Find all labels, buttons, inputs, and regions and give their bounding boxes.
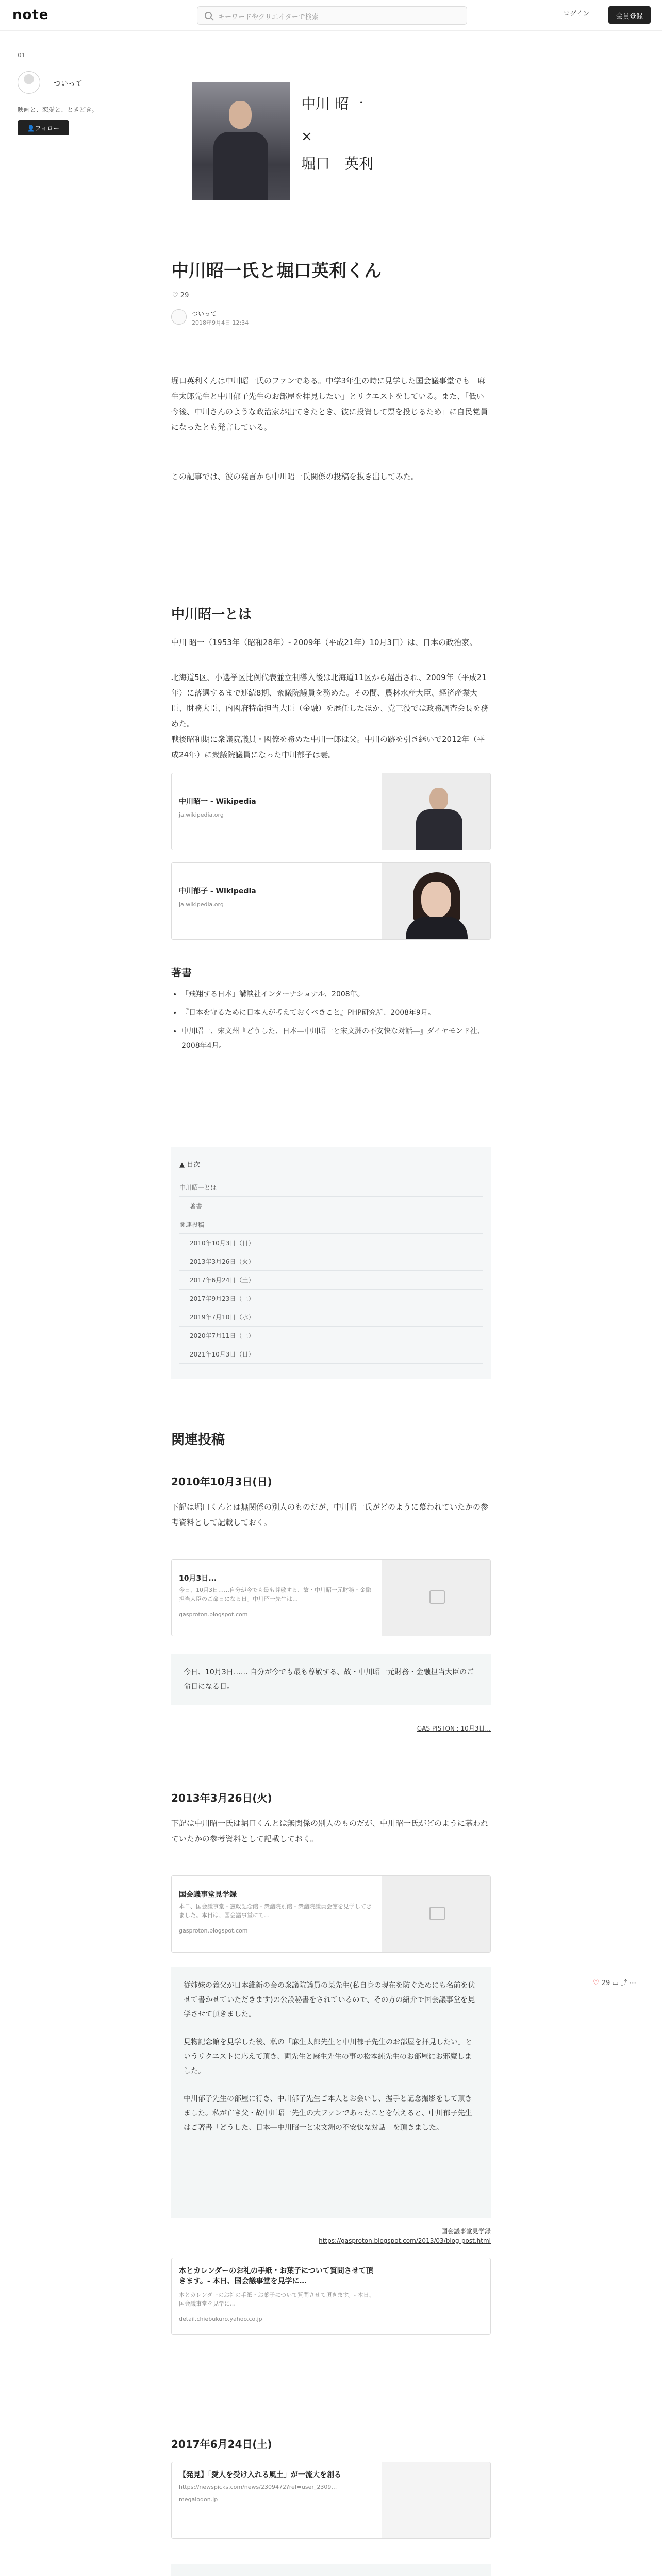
like-count: 29 <box>601 1979 610 1987</box>
hero-image <box>192 82 470 201</box>
blockquote <box>171 2564 491 2576</box>
toc-item[interactable]: 2020年7月11日（土） <box>179 1327 483 1345</box>
link-card[interactable]: 10月3日... 今日、10月3日……自分が今でも最も尊敬する、故・中川昭一元財務・金融担当大臣のご命日になる日。中川昭一先生は… gasproton.blogspot.com <box>171 1559 491 1636</box>
sidebar-number: 01 <box>18 52 26 59</box>
table-of-contents <box>171 1147 491 1379</box>
creator-name[interactable]: ついって <box>54 80 82 88</box>
card-thumbnail <box>382 2462 490 2538</box>
link-card[interactable]: 国会議事堂見学録 本日、国会議事堂・憲政記念館・衆議院別館・衆議院議員会館を見学してきました。本日は、国会議事堂にて… gasproton.blogspot.com <box>171 1875 491 1953</box>
creator-sidebar <box>18 52 121 135</box>
share-icon[interactable]: ⤴ <box>620 1979 627 1987</box>
card-thumbnail <box>382 773 490 850</box>
article-title: 中川昭一氏と堀口英利くん <box>171 261 382 281</box>
like-count[interactable]: ♡ 29 <box>172 292 189 299</box>
creator-bio: 映画と、恋愛と、ときどき。 <box>18 106 98 113</box>
about-paragraph-2: 北海道5区、小選挙区比例代表並立制導入後は北海道11区から選出され、2009年（平成21年）に落選するまで連続8期、衆議院議員を務めた。その間、農林水産大臣、経済産業大臣、財務大臣、内閣府特命担当大臣（金融）を歴任したほか、党三役では政務調査会長を務めた。 <box>171 673 489 728</box>
follow-button[interactable]: 👤フォロー <box>18 120 69 135</box>
wiki-card-yuko[interactable]: 中川郁子 - Wikipedia ja.wikipedia.org <box>171 862 491 940</box>
date-heading: 2017年6月24日(土) <box>171 2438 272 2450</box>
post-date: 2018年9月4日 12:34 <box>192 319 249 326</box>
list-item: • 『日本を守るために日本人が考えておくべきこと』PHP研究所、2008年9月。 <box>181 1006 491 1020</box>
toc-item[interactable]: 2017年9月23日（土） <box>179 1290 483 1308</box>
more-icon[interactable]: ⋯ <box>629 1979 636 1987</box>
login-link[interactable]: ログイン <box>563 10 590 18</box>
intro-paragraph-2: この記事では、彼の発言から中川昭一氏関係の投稿を抜き出してみた。 <box>171 472 419 481</box>
note-logo[interactable]: note <box>12 7 49 23</box>
blockquote: 従姉妹の義父が日本維新の会の衆議院議員の某先生(私自身の現在を防ぐためにも名前を伏せて書かせていただきます)の公設秘書をされているので、その方の紹介で国会議事堂を見学させて頂きました。 見物記念館を見学した後、私の「麻生太郎先生と中川郁子先生のお部屋を拝見したい」というリクエストに応えて頂き、両先生と麻生先生の事の松本純先生のお部屋にお邪魔しました。 中川郁子先生の部屋に行き、中川郁子先生ご本人とお会いし、握手と記念撮影をして頂きました。私が亡き父・故中川昭一先生の大ファンであったことを伝えると、中川郁子先生はご著書「どうした、日本―中川昭一と宋文洲の不安快な対話」を頂きました。 <box>171 1967 491 2218</box>
related-paragraph: 下記は堀口くんとは無関係の別人のものだが、中川昭一氏がどのように慕われていたかの参考資料として記載しておく。 <box>171 1502 489 1527</box>
comment-icon[interactable]: ▭ <box>612 1979 619 1987</box>
hero-name-1: 中川 昭一 <box>301 95 363 112</box>
quote-source[interactable]: GAS PISTON : 10月3日... <box>417 1725 491 1732</box>
hero-cross: × <box>301 129 312 144</box>
section-heading-related: 関連投稿 <box>171 1432 225 1448</box>
nakagawa-photo <box>192 82 290 200</box>
author-avatar[interactable] <box>171 309 187 325</box>
search-icon <box>205 12 212 19</box>
blockquote: 今日、10月3日…… 自分が今でも最も尊敬する、故・中川昭一元財務・金融担当大臣のご命日になる日。 <box>171 1654 491 1705</box>
yahoo-chiebukuro-logo <box>382 2258 490 2334</box>
section-heading-books: 著書 <box>171 967 192 979</box>
search-input[interactable] <box>197 6 467 25</box>
image-placeholder-icon <box>382 1560 490 1636</box>
toc-item[interactable]: 2013年3月26日（火） <box>179 1252 483 1271</box>
date-heading: 2010年10月3日(日) <box>171 1476 272 1488</box>
list-item: • 「飛翔する日本」講談社インターナショナル、2008年。 <box>181 987 491 1002</box>
list-item: • 中川昭一、宋文州『どうした、日本―中川昭一と宋文洲の不安快な対話―』ダイヤモンド社、2008年4月。 <box>181 1024 491 1053</box>
signup-button[interactable]: 会員登録 <box>608 6 651 24</box>
card-thumbnail <box>382 863 490 939</box>
hero-name-2: 堀口 英利 <box>301 155 374 172</box>
toc-item[interactable]: 2019年7月10日（水） <box>179 1308 483 1327</box>
heart-icon[interactable]: ♡ <box>593 1979 600 1987</box>
related-paragraph: 下記は中川昭一氏は堀口くんとは無関係の別人のものだが、中川昭一氏がどのように慕われていたかの参考資料として記載しておく。 <box>171 1819 489 1843</box>
toc-item[interactable]: 中川昭一とは <box>179 1178 483 1197</box>
toc-item[interactable]: 2010年10月3日（日） <box>179 1234 483 1252</box>
book-list <box>181 987 491 1057</box>
avatar[interactable] <box>18 71 40 94</box>
toc-item[interactable]: 関連投稿 <box>179 1215 483 1234</box>
toc-item[interactable]: 著書 <box>179 1197 483 1215</box>
quote-source-link[interactable]: https://gasproton.blogspot.com/2013/03/blog-post.html <box>319 2237 491 2244</box>
link-card[interactable]: 本とカレンダーのお礼の手紙・お葉子について質問させて頂きます。- 本日、国会議事堂を見学に… 本とカレンダーのお礼の手紙・お葉子について質問させて頂きます。- 本日、国会議事堂を見学に… detail.chiebukuro.yahoo.co.jp <box>171 2258 491 2335</box>
floating-action-bar <box>593 1977 650 1990</box>
image-placeholder-icon <box>382 1876 490 1952</box>
about-paragraph-3: 戦後昭和期に衆議院議員・閣僚を務めた中川一郎は父。中川の跡を引き継いで2012年（平成24年）に衆議院議員になった中川郁子は妻。 <box>171 735 485 759</box>
link-card[interactable]: 【発見】「愛人を受け入れる風土」が一流大を創る https://newspicks.com/news/2309472?ref=user_2309… megalodon.jp <box>171 2462 491 2539</box>
author-name[interactable]: ついって <box>192 310 217 317</box>
search-placeholder: キーワードやクリエイターで検索 <box>218 13 319 21</box>
toc-title[interactable]: ▲ 目次 <box>179 1161 201 1169</box>
toc-item[interactable]: 2017年6月24日（土） <box>179 1271 483 1290</box>
about-paragraph-1: 中川 昭一（1953年（昭和28年）- 2009年（平成21年）10月3日）は、日本の政治家。 <box>171 638 477 647</box>
date-heading: 2013年3月26日(火) <box>171 1792 272 1804</box>
quote-source: 国会議事堂見学録 <box>441 2228 491 2235</box>
wiki-card-nakagawa[interactable]: 中川昭一 - Wikipedia ja.wikipedia.org <box>171 773 491 850</box>
toc-item[interactable]: 2021年10月3日（日） <box>179 1345 483 1364</box>
top-header <box>0 0 662 31</box>
intro-paragraph: 堀口英利くんは中川昭一氏のファンである。中学3年生の時に見学した国会議事堂でも「麻生太郎先生と中川郁子先生のお部屋を拝見したい」とリクエストをしている。また、「低い今後、中川さんのような政治家が出てきたとき、彼に投資して票を投じるため」に自民党員になったとも発言している。 <box>171 376 488 432</box>
heart-icon: ♡ <box>172 292 178 299</box>
section-heading-about: 中川昭一とは <box>171 607 252 622</box>
